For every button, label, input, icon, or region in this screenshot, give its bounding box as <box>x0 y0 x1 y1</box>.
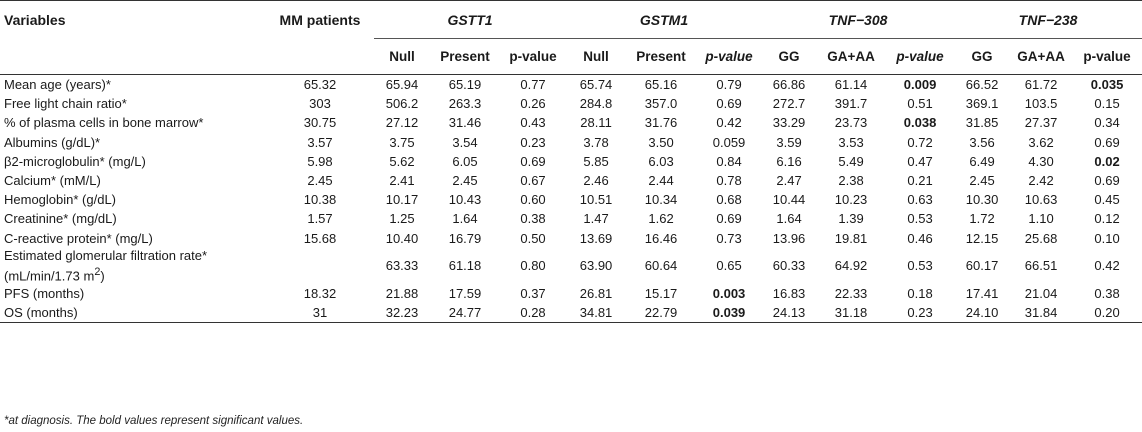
row-label: C-reactive protein* (mg/L) <box>4 230 153 246</box>
cell-significant: 0.038 <box>903 115 937 131</box>
cell: 263.3 <box>448 96 482 112</box>
cell: 10.63 <box>1024 192 1058 208</box>
cell-mm: 31 <box>266 303 374 323</box>
cell: 0.69 <box>1094 173 1120 189</box>
cell: 28.11 <box>580 115 612 131</box>
row-label: β2-microglobulin* (mg/L) <box>4 153 146 169</box>
cell-mm: 18.32 <box>303 286 337 302</box>
cell: 1.47 <box>583 211 609 227</box>
cell-mm <box>266 248 374 284</box>
row-label: % of plasma cells in bone marrow* <box>4 115 204 131</box>
cell: 0.46 <box>907 230 933 246</box>
row-label: OS (months) <box>0 303 266 323</box>
cell-significant: 0.009 <box>903 77 937 93</box>
table-row <box>0 190 1142 209</box>
row-label: Albumins (g/dL)* <box>4 134 101 150</box>
cell-significant: 0.039 <box>696 303 762 323</box>
cell: 33.29 <box>772 115 806 131</box>
table-row <box>0 133 1142 152</box>
row-label-unit: (mL/min/1.73 m <box>4 268 95 284</box>
row-label: Calcium* (mM/L) <box>4 173 101 189</box>
cell: 60.64 <box>644 258 678 274</box>
cell: 1.62 <box>648 211 674 227</box>
cell: 17.59 <box>448 286 482 302</box>
cell: 103.5 <box>1024 96 1058 112</box>
cell: 0.34 <box>1094 115 1120 131</box>
header-sub: p-value <box>886 39 954 75</box>
cell: 3.75 <box>389 134 415 150</box>
cell: 10.43 <box>448 192 482 208</box>
cell: 10.30 <box>965 192 999 208</box>
header-sub: Null <box>566 39 626 75</box>
cell: 272.7 <box>772 96 806 112</box>
cell: 66.51 <box>1024 258 1058 274</box>
cell: 27.12 <box>385 115 419 131</box>
cell: 3.59 <box>776 134 802 150</box>
cell: 3.54 <box>452 134 478 150</box>
row-label <box>0 248 266 284</box>
table-row <box>0 229 1142 248</box>
cell: 17.41 <box>965 286 999 302</box>
cell: 5.49 <box>838 153 864 169</box>
cell: 0.51 <box>907 96 933 112</box>
cell: 24.10 <box>954 303 1010 323</box>
cell: 6.16 <box>776 153 802 169</box>
cell: 5.85 <box>583 153 609 169</box>
cell: 2.44 <box>648 173 674 189</box>
cell: 2.46 <box>583 173 609 189</box>
row-label: PFS (months) <box>4 286 85 302</box>
cell: 1.64 <box>452 211 478 227</box>
cell-mm: 1.57 <box>307 211 333 227</box>
table-row <box>0 113 1142 132</box>
header-sub: Present <box>430 39 500 75</box>
table-row <box>0 75 1142 95</box>
cell: 506.2 <box>385 96 419 112</box>
cell: 0.65 <box>716 258 742 274</box>
cell: 61.72 <box>1024 77 1058 93</box>
cell: 6.49 <box>969 153 995 169</box>
cell: 0.059 <box>712 134 746 150</box>
cell-significant: 0.003 <box>712 286 746 302</box>
cell: 0.47 <box>907 153 933 169</box>
row-label-line1: Estimated glomerular filtration rate* <box>4 247 208 263</box>
cell: 2.42 <box>1028 173 1054 189</box>
header-empty <box>0 39 266 75</box>
cell: 27.37 <box>1024 115 1058 131</box>
cell: 24.13 <box>762 303 816 323</box>
cell: 2.47 <box>776 173 802 189</box>
cell: 0.42 <box>1094 258 1120 274</box>
cell: 32.23 <box>374 303 430 323</box>
header-sub: p-value <box>500 39 566 75</box>
cell: 6.05 <box>452 153 478 169</box>
cell: 0.23 <box>886 303 954 323</box>
cell: 1.64 <box>776 211 802 227</box>
cell: 13.69 <box>579 230 613 246</box>
cell: 23.73 <box>834 115 868 131</box>
cell: 65.16 <box>644 77 678 93</box>
cell: 391.7 <box>834 96 868 112</box>
cell: 65.94 <box>385 77 419 93</box>
cell: 5.62 <box>389 153 415 169</box>
cell: 0.78 <box>716 173 742 189</box>
cell-mm: 5.98 <box>307 153 333 169</box>
cell: 10.17 <box>385 192 419 208</box>
cell: 0.10 <box>1094 230 1120 246</box>
cell: 0.60 <box>520 192 546 208</box>
cell: 0.69 <box>716 96 742 112</box>
cell: 10.23 <box>834 192 868 208</box>
cell: 0.18 <box>907 286 933 302</box>
header-sub: Null <box>374 39 430 75</box>
cell: 61.14 <box>834 77 868 93</box>
header-variables: Variables <box>0 1 266 39</box>
table-row <box>0 152 1142 171</box>
cell: 0.72 <box>907 134 933 150</box>
header-sub: Present <box>626 39 696 75</box>
header-sub: GG <box>762 39 816 75</box>
cell-mm: 30.75 <box>303 115 337 131</box>
cell: 65.74 <box>579 77 613 93</box>
cell: 66.86 <box>772 77 806 93</box>
cell: 3.50 <box>648 134 674 150</box>
cell: 10.34 <box>644 192 678 208</box>
cell: 31.76 <box>644 115 678 131</box>
table-row <box>0 209 1142 228</box>
cell: 0.37 <box>520 286 546 302</box>
row-label-line2 <box>4 264 266 284</box>
cell: 12.15 <box>965 230 999 246</box>
table-row <box>0 171 1142 190</box>
header-sub: p-value <box>1072 39 1142 75</box>
cell: 0.77 <box>520 77 546 93</box>
cell: 0.38 <box>520 211 546 227</box>
cell: 60.33 <box>772 258 806 274</box>
cell-mm: 10.38 <box>303 192 337 208</box>
cell: 0.45 <box>1094 192 1120 208</box>
header-gene-tnf308: TNF−308 <box>762 1 954 39</box>
header-mm-patients: MM patients <box>266 1 374 39</box>
table-row <box>0 94 1142 113</box>
cell: 0.15 <box>1094 96 1120 112</box>
cell: 65.19 <box>448 77 482 93</box>
cell-significant: 0.035 <box>1090 77 1124 93</box>
header-empty <box>266 39 374 75</box>
cell: 0.80 <box>520 258 546 274</box>
cell: 3.78 <box>583 134 609 150</box>
header-gene-tnf238: TNF−238 <box>954 1 1142 39</box>
cell-mm: 2.45 <box>307 173 333 189</box>
cell: 34.81 <box>566 303 626 323</box>
cell-mm: 303 <box>309 96 331 112</box>
table-footnote: *at diagnosis. The bold values represent significant values. <box>4 415 304 427</box>
cell: 0.50 <box>520 230 546 246</box>
cell: 21.04 <box>1024 286 1058 302</box>
cell: 31.46 <box>448 115 482 131</box>
cell: 0.69 <box>1094 134 1120 150</box>
cell: 3.56 <box>969 134 995 150</box>
cell: 3.62 <box>1028 134 1054 150</box>
cell: 0.67 <box>520 173 546 189</box>
cell: 6.03 <box>648 153 674 169</box>
row-label: Mean age (years)* <box>4 77 111 93</box>
cell: 13.96 <box>772 230 806 246</box>
cell: 2.41 <box>389 173 415 189</box>
cell: 16.46 <box>644 230 678 246</box>
cell: 0.63 <box>907 192 933 208</box>
cell: 1.25 <box>389 211 415 227</box>
header-gene-gstt1: GSTT1 <box>374 1 566 39</box>
cell: 16.79 <box>448 230 482 246</box>
cell: 66.52 <box>965 77 999 93</box>
cell: 25.68 <box>1024 230 1058 246</box>
cell: 31.84 <box>1010 303 1072 323</box>
cell: 0.43 <box>520 115 546 131</box>
cell: 19.81 <box>834 230 868 246</box>
row-label: Hemoglobin* (g/dL) <box>4 192 117 208</box>
cell: 10.44 <box>772 192 806 208</box>
cell: 284.8 <box>579 96 613 112</box>
row-label: Creatinine* (mg/dL) <box>4 211 117 227</box>
cell: 31.18 <box>816 303 886 323</box>
cell: 22.33 <box>834 286 868 302</box>
cell: 0.23 <box>520 134 546 150</box>
cell: 0.21 <box>907 173 933 189</box>
cell: 2.45 <box>969 173 995 189</box>
cell: 357.0 <box>644 96 678 112</box>
table-row <box>0 303 1142 323</box>
cell: 369.1 <box>965 96 999 112</box>
cell: 0.42 <box>716 115 742 131</box>
header-sub: p-value <box>696 39 762 75</box>
table-row <box>0 284 1142 303</box>
cell: 1.10 <box>1028 211 1054 227</box>
table-header <box>0 1 1142 75</box>
cell: 0.38 <box>1094 286 1120 302</box>
cell: 0.79 <box>716 77 742 93</box>
header-sub: GA+AA <box>816 39 886 75</box>
cell-mm: 65.32 <box>303 77 337 93</box>
cell: 63.33 <box>385 258 419 274</box>
cell: 0.69 <box>716 211 742 227</box>
cell: 0.73 <box>716 230 742 246</box>
cell-mm: 3.57 <box>307 134 333 150</box>
cell-mm: 15.68 <box>303 230 337 246</box>
cell: 0.69 <box>520 153 546 169</box>
cell: 0.12 <box>1094 211 1120 227</box>
cell: 24.77 <box>430 303 500 323</box>
cell: 2.38 <box>838 173 864 189</box>
cell: 22.79 <box>626 303 696 323</box>
cell: 0.28 <box>500 303 566 323</box>
table-row <box>0 248 1142 284</box>
header-gene-gstm1: GSTM1 <box>566 1 762 39</box>
cell: 64.92 <box>834 258 868 274</box>
cell: 15.17 <box>644 286 678 302</box>
cell: 10.51 <box>579 192 613 208</box>
cell: 0.20 <box>1072 303 1142 323</box>
row-label-unit-end: ) <box>100 268 105 284</box>
cell: 31.85 <box>965 115 999 131</box>
header-sub: GG <box>954 39 1010 75</box>
cell: 0.26 <box>520 96 546 112</box>
cell: 0.53 <box>907 258 933 274</box>
cell: 1.39 <box>838 211 864 227</box>
row-label: Free light chain ratio* <box>4 96 127 112</box>
cell: 0.53 <box>907 211 933 227</box>
table-body <box>0 75 1142 323</box>
cell: 10.40 <box>385 230 419 246</box>
cell: 60.17 <box>965 258 999 274</box>
cell: 61.18 <box>448 258 482 274</box>
row-label-unit-sup: 2 <box>94 265 101 278</box>
cell: 16.83 <box>772 286 806 302</box>
cell: 0.84 <box>716 153 742 169</box>
cell: 3.53 <box>838 134 864 150</box>
header-sub: GA+AA <box>1010 39 1072 75</box>
cell: 0.68 <box>716 192 742 208</box>
cell: 1.72 <box>969 211 995 227</box>
cell: 2.45 <box>452 173 478 189</box>
cell: 26.81 <box>579 286 613 302</box>
cell: 21.88 <box>385 286 419 302</box>
cell-significant: 0.02 <box>1094 153 1120 169</box>
cell: 4.30 <box>1028 153 1054 169</box>
cell: 63.90 <box>579 258 613 274</box>
